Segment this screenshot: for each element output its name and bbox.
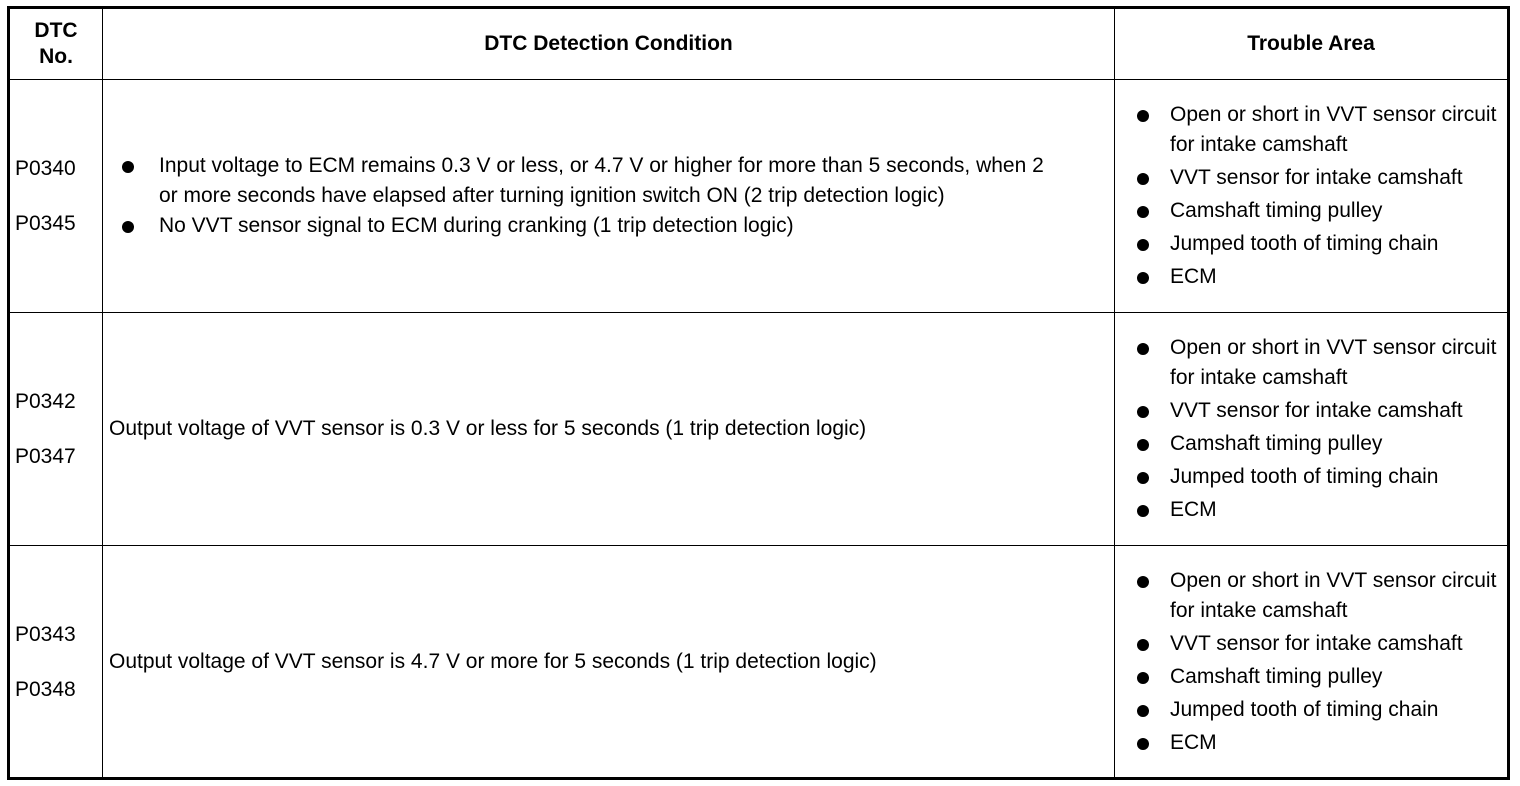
table-row [9,546,1509,779]
trouble-area-item [1137,196,1497,226]
trouble-area-item [1137,229,1497,259]
trouble-area-text: Camshaft timing pulley [1170,432,1383,455]
trouble-area-item [1137,333,1497,393]
trouble-area-item [1137,495,1497,525]
trouble-area-text: Jumped tooth of timing chain [1170,697,1439,721]
bullet-icon [1137,639,1149,651]
trouble-area-item [1137,728,1497,758]
condition-text: Input voltage to ECM remains 0.3 V or less, or 4.7 V or higher for more than 5 seconds, when 2 or more seconds have elapsed after turning ignition switch ON (2 trip detection logic) [159,154,1044,207]
condition-text: Output voltage of VVT sensor is 0.3 V or less for 5 seconds (1 trip detection logic) [109,417,867,440]
dtc-codes-cell [9,80,103,313]
bullet-icon [1137,206,1149,218]
dtc-code: P0342 [15,390,76,413]
detection-condition-cell [103,546,1115,779]
dtc-table [7,6,1510,780]
condition-item [122,151,1064,211]
dtc-code: P0347 [15,445,76,468]
trouble-area-text: Camshaft timing pulley [1170,199,1383,222]
dtc-code: P0348 [15,677,76,701]
trouble-area-text: Jumped tooth of timing chain [1170,232,1439,255]
trouble-area-list [1115,566,1507,758]
bullet-icon [1137,110,1149,122]
trouble-area-list [1115,100,1507,292]
bullet-icon [122,161,134,173]
trouble-area-cell [1115,80,1509,313]
header-detection-condition: DTC Detection Condition [103,8,1115,80]
bullet-icon [1137,406,1149,418]
trouble-area-item [1137,662,1497,692]
trouble-area-text: VVT sensor for intake camshaft [1170,631,1463,655]
bullet-icon [1137,738,1149,750]
bullet-icon [1137,439,1149,451]
trouble-area-text: Open or short in VVT sensor circuit for intake camshaft [1170,568,1497,622]
trouble-area-list [1115,333,1507,525]
header-dtc-no-line1: DTC [34,19,78,42]
bullet-icon [1137,705,1149,717]
condition-item [122,211,1064,241]
trouble-area-text: Open or short in VVT sensor circuit for intake camshaft [1170,336,1497,389]
header-dtc-no [9,8,103,80]
bullet-icon [1137,472,1149,484]
trouble-area-item [1137,429,1497,459]
trouble-area-text: VVT sensor for intake camshaft [1170,166,1463,189]
trouble-area-text: Jumped tooth of timing chain [1170,465,1439,488]
trouble-area-text: Open or short in VVT sensor circuit for intake camshaft [1170,103,1497,156]
dtc-codes-cell [9,546,103,779]
trouble-area-item [1137,629,1497,659]
dtc-codes-cell [9,313,103,546]
trouble-area-item [1137,100,1497,160]
trouble-area-item [1137,566,1497,626]
bullet-icon [1137,272,1149,284]
condition-text: No VVT sensor signal to ECM during cranking (1 trip detection logic) [159,214,794,237]
trouble-area-item [1137,262,1497,292]
trouble-area-cell [1115,313,1509,546]
header-dtc-no-line2: No. [39,45,73,68]
bullet-icon [122,221,134,233]
trouble-area-cell [1115,546,1509,779]
dtc-code: P0343 [15,622,76,646]
table-row [9,313,1509,546]
bullet-icon [1137,672,1149,684]
detection-condition-cell [103,313,1115,546]
trouble-area-text: Camshaft timing pulley [1170,664,1383,688]
bullet-icon [1137,343,1149,355]
trouble-area-item [1137,396,1497,426]
header-row [9,8,1509,80]
trouble-area-text: VVT sensor for intake camshaft [1170,399,1463,422]
trouble-area-item [1137,695,1497,725]
dtc-code: P0340 [15,157,76,180]
detection-condition-cell [103,80,1115,313]
header-trouble-area: Trouble Area [1115,8,1509,80]
trouble-area-item [1137,462,1497,492]
bullet-icon [1137,505,1149,517]
trouble-area-text: ECM [1170,498,1217,521]
trouble-area-text: ECM [1170,730,1217,754]
table-row [9,80,1509,313]
bullet-icon [1137,173,1149,185]
bullet-icon [1137,239,1149,251]
condition-list [103,151,1114,241]
condition-text: Output voltage of VVT sensor is 4.7 V or more for 5 seconds (1 trip detection logic) [109,649,877,673]
bullet-icon [1137,576,1149,588]
dtc-code: P0345 [15,212,76,235]
trouble-area-text: ECM [1170,265,1217,288]
trouble-area-item [1137,163,1497,193]
